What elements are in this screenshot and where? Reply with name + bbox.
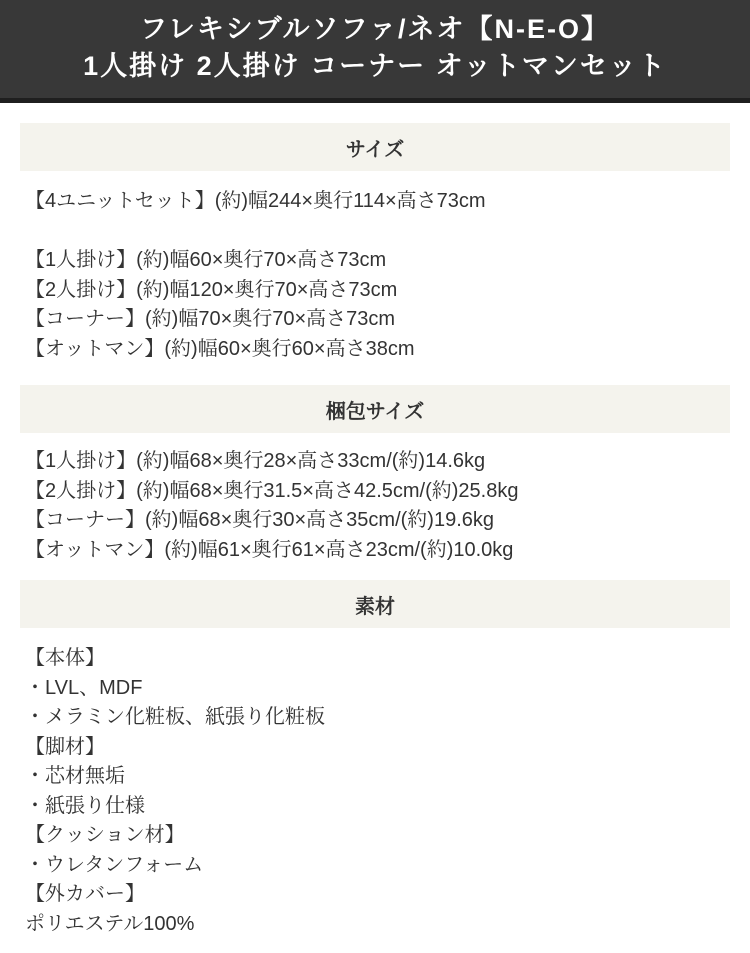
size-spec-list xyxy=(0,171,750,385)
spec-line: ポリエステル100% xyxy=(25,912,195,935)
spec-line: 【オットマン】(約)幅60×奥行60×高さ38cm xyxy=(25,337,415,360)
spec-line: 【コーナー】(約)幅68×奥行30×高さ35cm/(約)19.6kg xyxy=(25,509,495,531)
spec-line: 【コーナー】(約)幅70×奥行70×高さ73cm xyxy=(25,308,396,330)
section-material xyxy=(0,580,750,953)
spec-line: ・ウレタンフォーム xyxy=(25,853,204,876)
product-title-line-2: 1人掛け 2人掛け コーナー オットマンセット xyxy=(83,51,667,81)
spec-line: ・紙張り仕様 xyxy=(25,794,145,817)
spec-line: 【オットマン】(約)幅61×奥行61×高さ23cm/(約)10.0kg xyxy=(25,538,514,561)
spec-line: 【2人掛け】(約)幅68×奥行31.5×高さ42.5cm/(約)25.8kg xyxy=(25,479,519,502)
spec-line: 【4ユニットセット】(約)幅244×奥行114×高さ73cm xyxy=(25,190,486,212)
spec-line: 【外カバー】 xyxy=(25,883,145,905)
material-spec-list xyxy=(0,628,750,953)
section-heading-package-size: 梱包サイズ xyxy=(20,385,730,433)
product-title-banner xyxy=(0,0,750,103)
spec-line: 【1人掛け】(約)幅60×奥行70×高さ73cm xyxy=(25,249,387,271)
package-spec-list xyxy=(0,433,750,580)
spec-line-spacer xyxy=(25,217,725,247)
spec-line: ・LVL、MDF xyxy=(25,676,143,699)
section-heading-size: サイズ xyxy=(20,123,730,171)
spec-line: 【2人掛け】(約)幅120×奥行70×高さ73cm xyxy=(25,278,398,301)
spec-line: 【脚材】 xyxy=(25,735,105,758)
spec-line: 【1人掛け】(約)幅68×奥行28×高さ33cm/(約)14.6kg xyxy=(25,450,486,472)
spec-line: ・芯材無垢 xyxy=(25,765,125,787)
product-title-line-1: フレキシブルソファ/ネオ【N-E-O】 xyxy=(139,14,611,44)
section-heading-material: 素材 xyxy=(20,580,730,628)
section-size xyxy=(0,123,750,385)
section-package-size xyxy=(0,385,750,580)
spec-line: ・メラミン化粧板、紙張り化粧板 xyxy=(25,706,325,728)
spec-line: 【クッション材】 xyxy=(25,824,185,846)
spec-line: 【本体】 xyxy=(25,647,105,669)
